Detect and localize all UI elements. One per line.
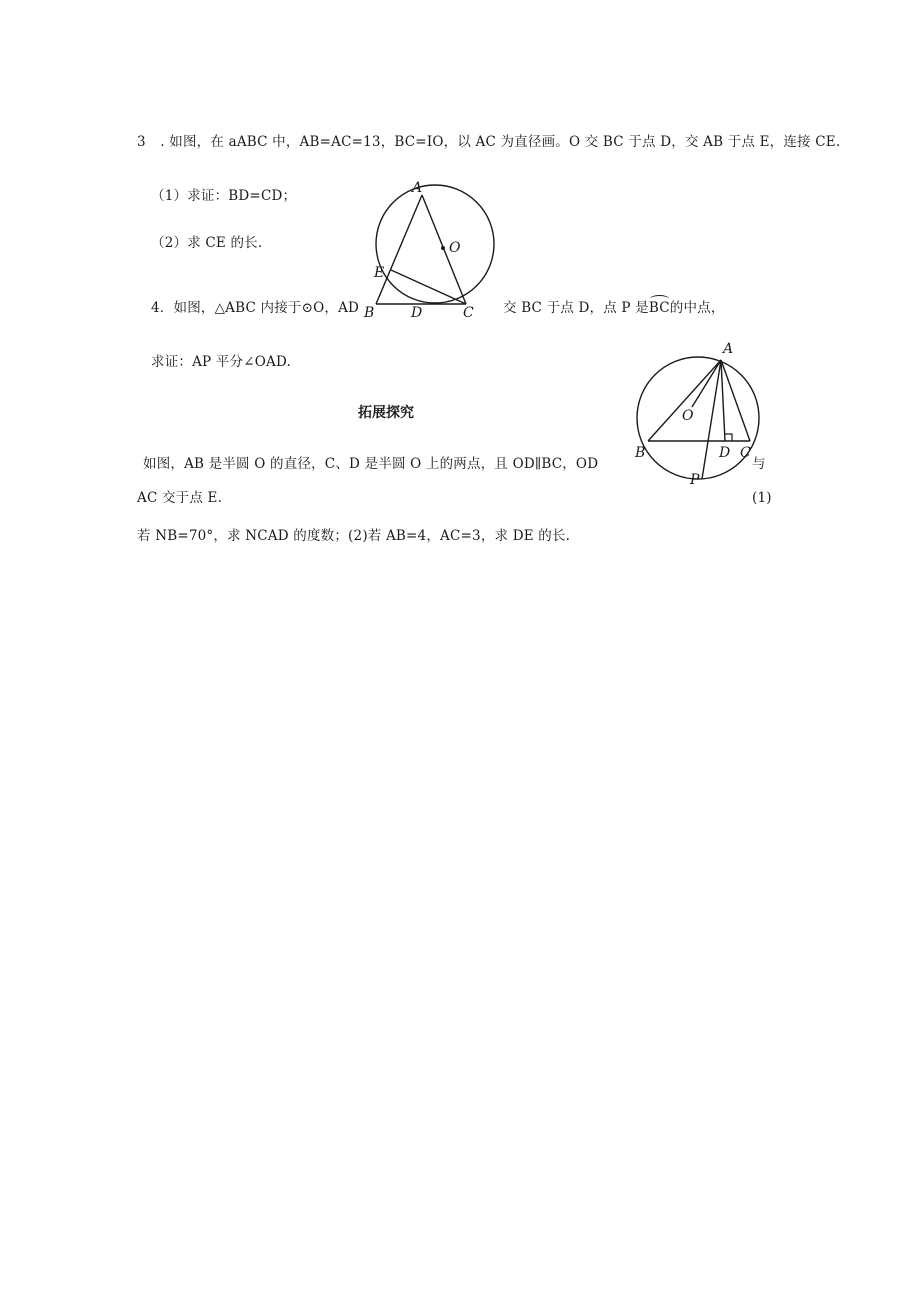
figure1-circle [376,185,494,303]
extension-line1: 如图，AB 是半圆 O 的直径，C、D 是半圆 O 上的两点，且 OD∥BC，OD [143,456,599,472]
figure2-segment-ad [721,360,725,441]
figure1-side-ab [376,195,422,304]
problem3-part2: （2）求 CE 的长. [151,235,263,251]
figure1-label-d: D [411,305,423,321]
figure1-circle-triangle [355,180,515,325]
figure1-label-a: A [412,180,423,196]
problem4-line2: 求证：AP 平分∠OAD. [151,354,291,370]
figure2-right-angle-mark [725,434,732,441]
problem4-text-end: 的中点， [669,300,725,316]
extension-line1-tail: 与 [752,456,766,472]
problem4-arc-bc: BC [648,300,670,316]
figure2-label-p: P [690,472,700,488]
figure2-label-d: D [719,445,731,461]
figure1-label-b: B [364,305,375,321]
problem4-text-middle: 交 BC 于点 D，点 P 是 [503,300,649,316]
problem3-part1: （1）求证：BD=CD； [151,188,297,204]
figure1-label-e: E [374,265,385,281]
problem3-number: 3 [137,134,146,150]
extension-line2-left: AC 交于点 E. [137,490,223,506]
extension-line3: 若 NB=70°，求 NCAD 的度数；(2)若 AB=4，AC=3，求 DE 的长. [137,528,571,544]
figure1-label-o: O [449,240,461,256]
figure1-center-dot [441,246,445,250]
extension-heading: 拓展探究 [358,405,414,421]
figure2-label-o: O [682,408,694,424]
figure2-label-a: A [723,341,734,357]
problem4-text-left: 4．如图，△ABC 内接于⊙O，AD [151,300,360,316]
figure2-side-ac [721,360,750,441]
problem3-text: . 如图，在 aABC 中，AB=AC=13，BC=IO，以 AC 为直径画。O 交 BC 于点 D，交 AB 于点 E，连接 CE. [160,134,841,150]
figure2-label-b: B [635,445,646,461]
figure2-label-c: C [740,445,751,461]
problem3-statement [137,133,840,151]
problem4-text-right [503,299,725,317]
figure1-label-c: C [463,305,474,321]
extension-line2-right: (1) [752,490,772,506]
